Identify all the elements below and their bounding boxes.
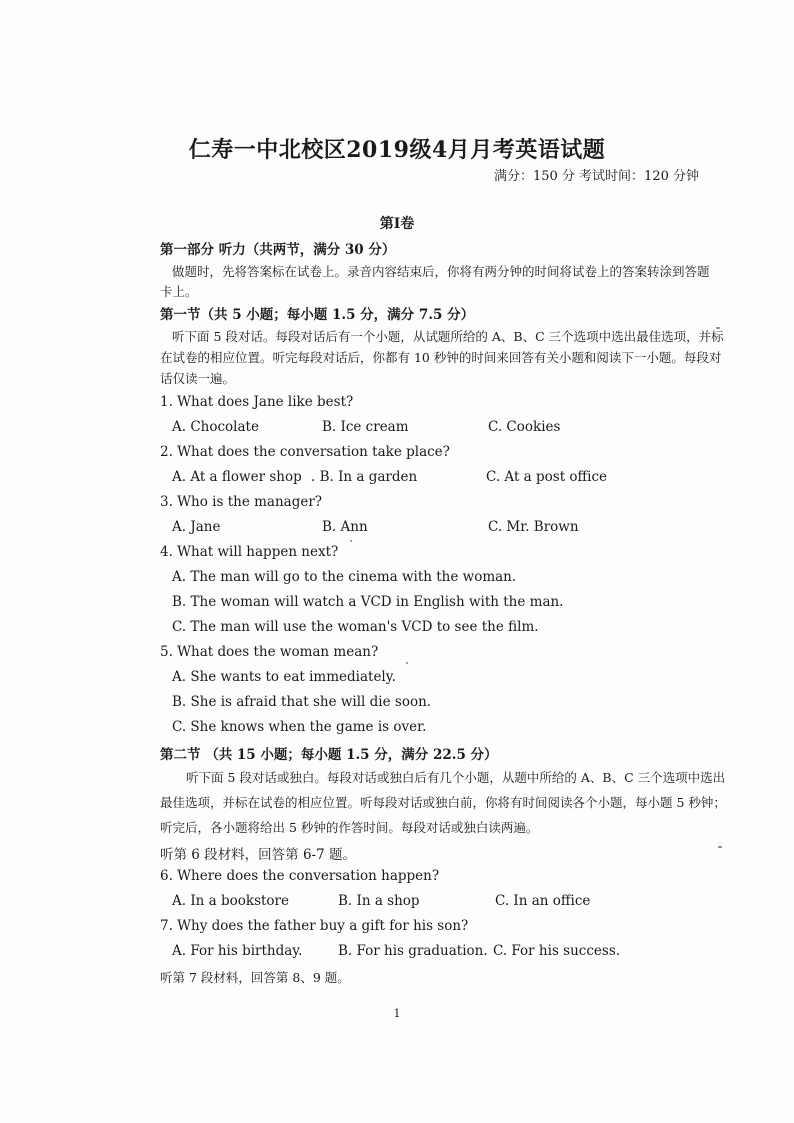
material-7-label: 听第 7 段材料，回答第 8、9 题。 [160, 970, 350, 985]
scan-speck [718, 846, 722, 848]
section2-heading: 第二节 （共 15 小题；每小题 1.5 分，满分 22.5 分） [160, 747, 498, 763]
section1-intro-line1: 听下面 5 段对话。每段对话后有一个小题，从试题所给的 A、B、C 三个选项中选出最佳选项，并标 [172, 329, 724, 344]
q2-option-c: C. At a post office [486, 469, 607, 485]
q1-option-c: C. Cookies [488, 419, 561, 435]
part1-intro-line1: 做题时，先将答案标在试卷上。录音内容结束后，你将有两分钟的时间将试卷上的答案转涂到答题 [172, 264, 710, 279]
q4-option-c: C. The man will use the woman's VCD to see the film. [172, 619, 539, 635]
part1-intro-line2: 卡上。 [160, 284, 198, 299]
q2-option-a: A. At a flower shop [172, 469, 302, 485]
question-7: 7. Why does the father buy a gift for his son? [160, 918, 469, 934]
question-1: 1. What does Jane like best? [160, 394, 354, 410]
section1-intro-line3: 话仅读一遍。 [160, 371, 236, 386]
q3-option-c: C. Mr. Brown [488, 519, 579, 535]
material-6-label: 听第 6 段材料，回答第 6-7 题。 [160, 847, 356, 863]
q7-option-c: C. For his success. [493, 943, 621, 959]
q2-option-b: . B. In a garden [311, 469, 418, 485]
question-5: 5. What does the woman mean? [160, 644, 379, 660]
q6-option-a: A. In a bookstore [172, 893, 289, 909]
question-2: 2. What does the conversation take place? [160, 444, 450, 460]
part1-heading: 第一部分 听力（共两节，满分 30 分） [160, 242, 396, 258]
q3-option-a: A. Jane [172, 519, 221, 535]
q5-option-b: B. She is afraid that she will die soon. [172, 694, 432, 710]
section2-intro-line1: 听下面 5 段对话或独白。每段对话或独白后有几个小题，从题中所给的 A、B、C 三个选项中选出 [186, 770, 726, 785]
section2-intro-line2: 最佳选项，并标在试卷的相应位置。听每段对话或独白前，你将有时间阅读各个小题，每小题 5 秒钟； [160, 795, 726, 810]
question-3: 3. Who is the manager? [160, 494, 323, 510]
q1-option-a: A. Chocolate [172, 419, 259, 435]
question-6: 6. Where does the conversation happen? [160, 868, 440, 884]
q6-option-b: B. In a shop [338, 893, 420, 909]
q7-option-a: A. For his birthday. [172, 943, 303, 959]
q5-option-a: A. She wants to eat immediately. [172, 669, 396, 685]
scan-speck [350, 540, 352, 542]
q1-option-b: B. Ice cream [322, 419, 409, 435]
q7-option-b: B. For his graduation. [338, 943, 488, 959]
exam-meta: 满分：150 分 考试时间：120 分钟 [493, 169, 699, 184]
page-number: 1 [393, 1007, 401, 1020]
q4-option-b: B. The woman will watch a VCD in English with the man. [172, 594, 564, 610]
q3-option-b: B. Ann [322, 519, 368, 535]
exam-title: 仁寿一中北校区2019级4月月考英语试题 [188, 137, 606, 163]
q4-option-a: A. The man will go to the cinema with the woman. [172, 569, 517, 585]
scan-speck [716, 327, 720, 329]
section2-intro-line3: 听完后，各小题将给出 5 秒钟的作答时间。每段对话或独白读两遍。 [160, 820, 539, 835]
section1-intro-line2: 在试卷的相应位置。听完每段对话后，你都有 10 秒钟的时间来回答有关小题和阅读下一小题。每段对 [160, 350, 722, 365]
q5-option-c: C. She knows when the game is over. [172, 719, 427, 735]
volume-label: 第Ⅰ卷 [379, 216, 415, 232]
section1-heading: 第一节（共 5 小题；每小题 1.5 分，满分 7.5 分） [160, 307, 475, 323]
scan-speck [406, 662, 408, 664]
question-4: 4. What will happen next? [160, 544, 339, 560]
q6-option-c: C. In an office [495, 893, 591, 909]
